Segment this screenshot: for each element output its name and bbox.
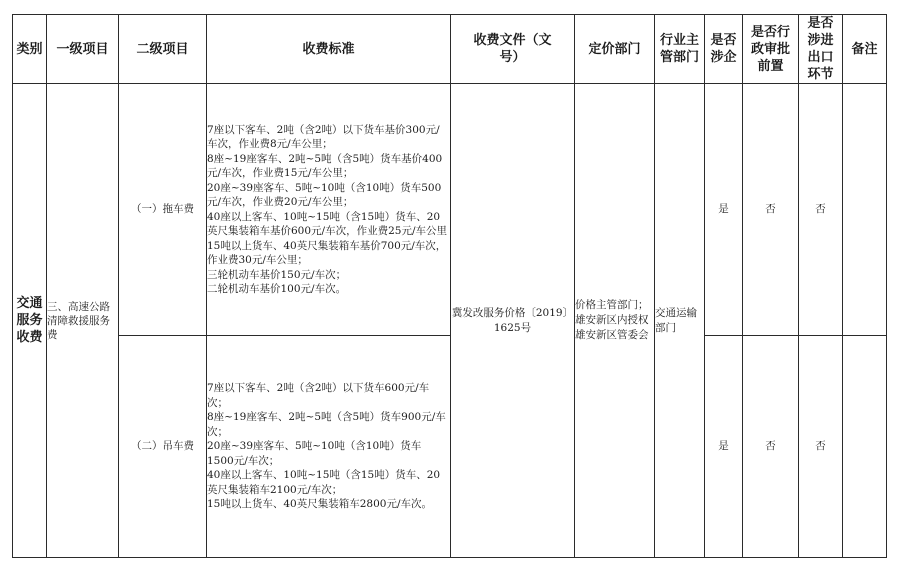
table-row xyxy=(13,336,887,558)
standard-line: 7座以下客车、2吨（含2吨）以下货车基价300元/车次，作业费8元/车公里； xyxy=(207,123,440,150)
pricing-dept-cell: 价格主管部门；雄安新区内授权雄安新区管委会 xyxy=(575,84,655,558)
industry-dept-cell: 交通运输部门 xyxy=(655,84,705,558)
standard-line: 40座以上客车、10吨~15吨（含15吨）货车、20英尺集装箱车基价600元/车次，作业费25元/车公里 xyxy=(207,210,447,237)
remarks-crane xyxy=(843,336,887,558)
header-remarks: 备注 xyxy=(843,15,887,84)
standard-line: 15吨以上货车、40英尺集装箱车基价700元/车次，作业费30元/车公里； xyxy=(207,239,447,266)
header-admin-approval: 是否行政审批前置 xyxy=(743,15,799,84)
header-document: 收费文件（文号） xyxy=(451,15,575,84)
table-row xyxy=(13,84,887,336)
import-export-towing: 否 xyxy=(799,84,843,336)
header-standard: 收费标准 xyxy=(207,15,451,84)
header-industry-dept: 行业主管部门 xyxy=(655,15,705,84)
header-row xyxy=(13,15,887,84)
header-level2: 二级项目 xyxy=(119,15,207,84)
admin-approval-crane: 否 xyxy=(743,336,799,558)
import-export-crane: 否 xyxy=(799,336,843,558)
standard-line: 二轮机动车基价100元/车次。 xyxy=(207,283,347,295)
remarks-towing xyxy=(843,84,887,336)
header-involves-enterprise: 是否涉企 xyxy=(705,15,743,84)
header-category: 类别 xyxy=(13,15,47,84)
header-import-export: 是否涉进出口环节 xyxy=(799,15,843,84)
standard-line: 15吨以上货车、40英尺集装箱车2800元/车次。 xyxy=(207,498,432,511)
involves-enterprise-crane: 是 xyxy=(705,336,743,558)
standard-line: 7座以下客车、2吨（含2吨）以下货车600元/车次； xyxy=(207,382,430,409)
standard-cell-crane xyxy=(207,336,451,558)
category-cell: 交通服务收费 xyxy=(13,84,47,558)
level2-cell-towing: （一）拖车费 xyxy=(119,84,207,336)
standard-cell-towing xyxy=(207,84,451,336)
standard-line: 8座~19座客车、2吨~5吨（含5吨）货车900元/车次； xyxy=(207,411,446,438)
standard-line: 40座以上客车、10吨~15吨（含15吨）货车、20英尺集装箱车2100元/车次； xyxy=(207,469,441,496)
standard-line: 20座~39座客车、5吨~10吨（含10吨）货车500元/车次，作业费20元/车公里； xyxy=(207,181,442,208)
level1-cell: 三、高速公路清障救援服务费 xyxy=(47,84,119,558)
header-level1: 一级项目 xyxy=(47,15,119,84)
document-cell: 冀发改服务价格〔2019〕1625号 xyxy=(451,84,575,558)
level2-cell-crane: （二）吊车费 xyxy=(119,336,207,558)
header-pricing-dept: 定价部门 xyxy=(575,15,655,84)
standard-line: 20座~39座客车、5吨~10吨（含10吨）货车 1500元/车次； xyxy=(207,440,422,467)
admin-approval-towing: 否 xyxy=(743,84,799,336)
standard-line: 8座~19座客车、2吨~5吨（含5吨）货车基价400元/车次，作业费15元/车公里； xyxy=(207,152,443,179)
fee-table xyxy=(12,14,887,558)
standard-line: 三轮机动车基价150元/车次； xyxy=(207,268,347,281)
involves-enterprise-towing: 是 xyxy=(705,84,743,336)
